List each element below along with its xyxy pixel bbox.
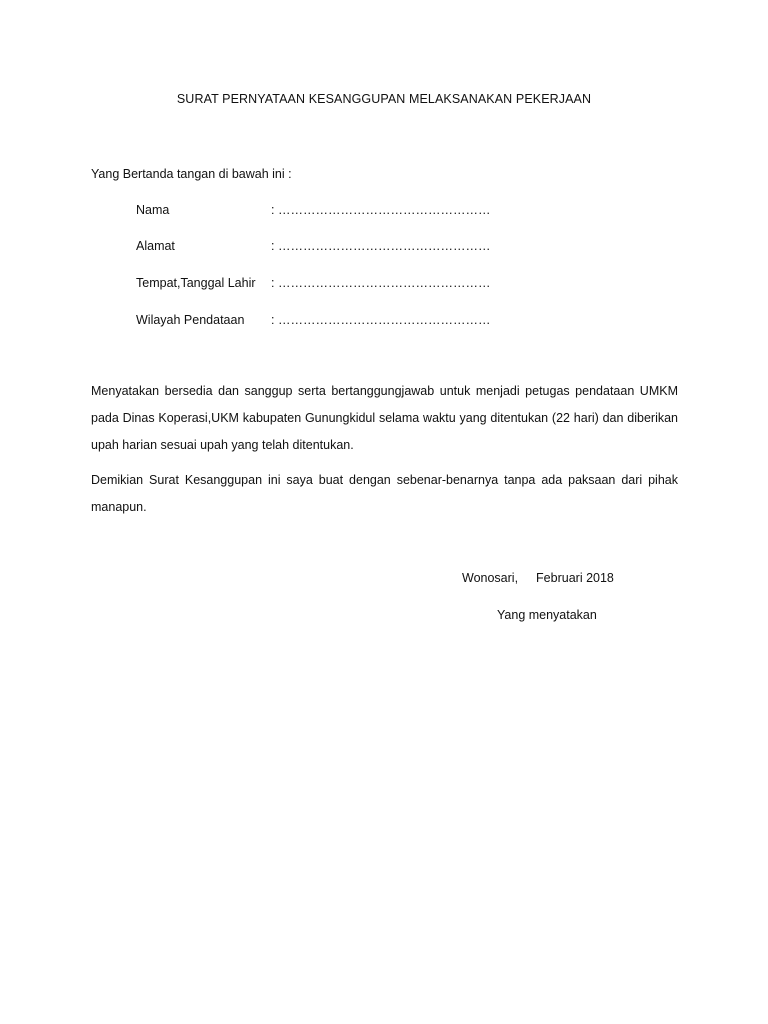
document-title: SURAT PERNYATAAN KESANGGUPAN MELAKSANAKAN PEKERJAAN bbox=[176, 92, 592, 106]
statement-paragraph: Menyatakan bersedia dan sanggup serta bertanggungjawab untuk menjadi petugas pendataan UMKM pada Dinas Koperasi,UKM kabupaten Gunungkidul selama waktu yang ditentukan (22 hari) dan diberikan upah harian sesuai upah yang telah ditentukan. bbox=[91, 384, 678, 452]
place-date-line bbox=[462, 571, 614, 585]
field-label: Alamat bbox=[136, 239, 175, 253]
field-value-blank: : …………………………………………… bbox=[271, 203, 491, 217]
field-value-blank: : …………………………………………… bbox=[271, 313, 491, 327]
field-label: Nama bbox=[136, 203, 170, 217]
field-value-blank: : …………………………………………… bbox=[271, 239, 491, 253]
field-row-alamat bbox=[136, 239, 490, 253]
field-row-tempat-tanggal-lahir bbox=[136, 276, 490, 290]
closing-paragraph: Demikian Surat Kesanggupan ini saya buat dengan sebenar-benarnya tanpa ada paksaan dari pihak manapun. bbox=[91, 473, 678, 514]
field-row-nama bbox=[136, 203, 490, 217]
signer-label: Yang menyatakan bbox=[497, 608, 597, 622]
intro-text: Yang Bertanda tangan di bawah ini : bbox=[91, 167, 292, 181]
field-row-wilayah-pendataan bbox=[136, 313, 490, 327]
field-label: Wilayah Pendataan bbox=[136, 313, 245, 327]
field-label: Tempat,Tanggal Lahir bbox=[136, 276, 256, 290]
date-text: Februari 2018 bbox=[536, 571, 614, 585]
field-value-blank: : …………………………………………… bbox=[271, 276, 491, 290]
place-text: Wonosari, bbox=[462, 571, 519, 585]
